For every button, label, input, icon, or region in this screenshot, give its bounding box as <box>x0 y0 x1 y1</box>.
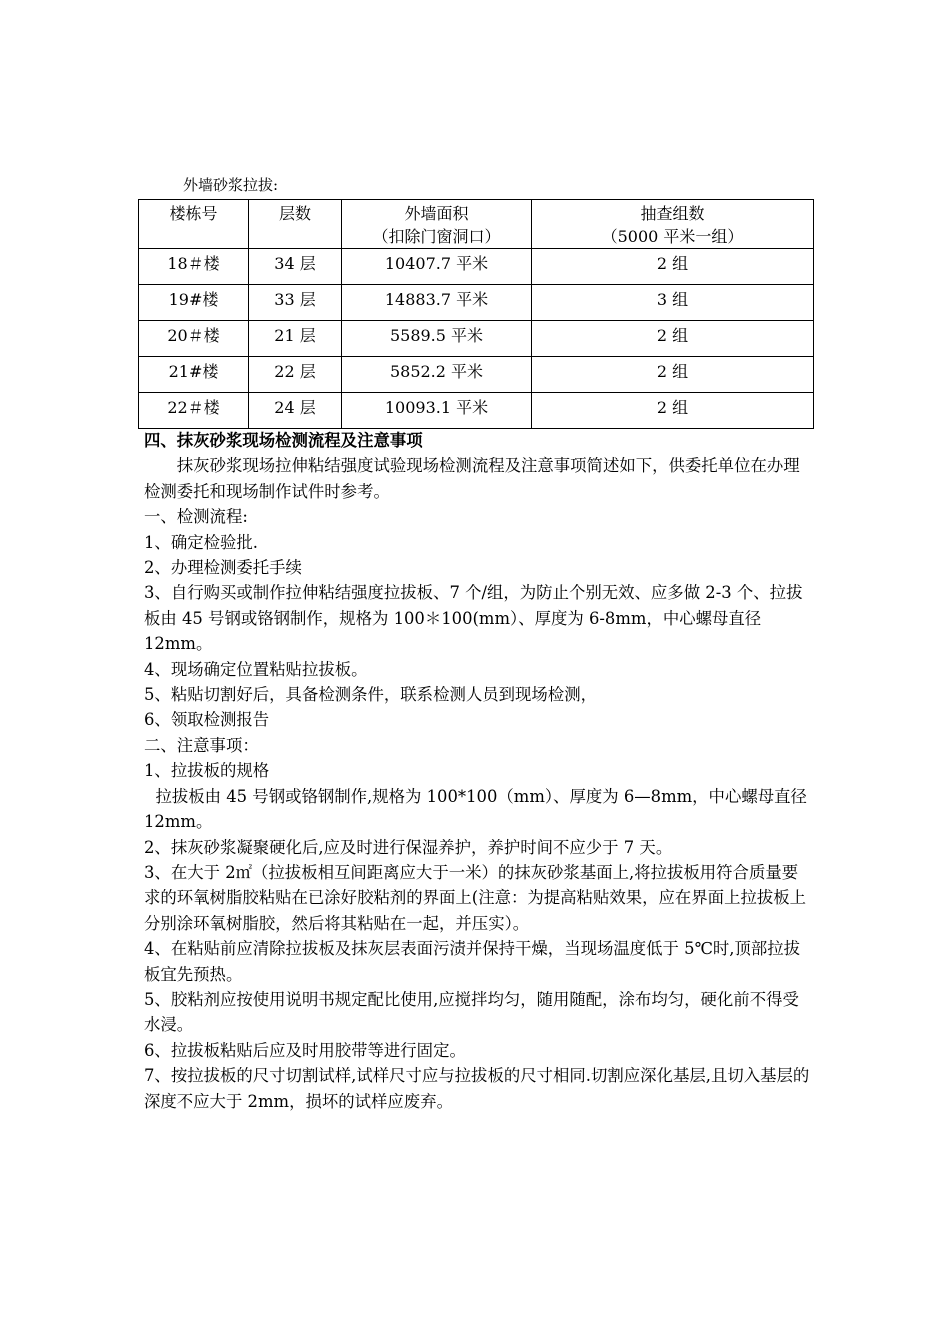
table-row <box>139 285 814 321</box>
flow-title: 一、检测流程: <box>144 507 248 527</box>
cell-floors: 34 层 <box>249 249 342 285</box>
note-item: 7、按拉拔板的尺寸切割试样,试样尺寸应与拉拔板的尺寸相同.切割应深化基层,且切入基层的深度不应大于 2mm，损坏的试样应废弃。 <box>144 1066 810 1111</box>
section-heading: 四、抹灰砂浆现场检测流程及注意事项 <box>144 431 423 450</box>
cell-area: 14883.7 平米 <box>342 285 532 321</box>
note-item: 4、在粘贴前应清除拉拔板及抹灰层表面污渍并保持干燥，当现场温度低于 5℃时,顶部拉拔板宜先预热。 <box>144 939 801 984</box>
flow-item: 5、粘贴切割好后，具备检测条件，联系检测人员到现场检测， <box>144 685 597 705</box>
table-row <box>139 321 814 357</box>
flow-item: 1、确定检验批. <box>144 532 258 552</box>
cell-groups: 2 组 <box>532 249 814 285</box>
cell-area: 10093.1 平米 <box>342 393 532 429</box>
table-caption: 外墙砂浆拉拔: <box>183 176 279 194</box>
cell-building: 20＃楼 <box>139 321 249 357</box>
flow-item: 3、自行购买或制作拉伸粘结强度拉拔板、7 个/组，为防止个别无效、应多做 2-3 个、拉拔板由 45 号钢或铬钢制作，规格为 100＊100(mm）、厚度为 6-8mm，中心螺母直径 12mm。 <box>144 583 803 654</box>
cell-area: 5852.2 平米 <box>342 357 532 393</box>
header-sample-groups: 抽查组数 （5000 平米一组） <box>532 200 814 249</box>
note-item: 6、拉拔板粘贴后应及时用胶带等进行固定。 <box>144 1040 466 1060</box>
flow-item: 2、办理检测委托手续 <box>144 558 302 578</box>
note-item-title: 1、拉拔板的规格 <box>144 761 270 781</box>
header-wall-area: 外墙面积 （扣除门窗洞口） <box>342 200 532 249</box>
cell-groups: 3 组 <box>532 285 814 321</box>
flow-item: 4、现场确定位置粘贴拉拔板。 <box>144 659 368 679</box>
cell-building: 22＃楼 <box>139 393 249 429</box>
table-row <box>139 393 814 429</box>
table-header-row <box>139 200 814 249</box>
cell-floors: 24 层 <box>249 393 342 429</box>
note-item: 2、抹灰砂浆凝聚硬化后,应及时进行保湿养护，养护时间不应少于 7 天。 <box>144 837 673 857</box>
intro-paragraph: 抹灰砂浆现场拉伸粘结强度试验现场检测流程及注意事项简述如下，供委托单位在办理检测委托和现场制作试件时参考。 <box>144 456 800 501</box>
table-row <box>139 249 814 285</box>
cell-building: 21#楼 <box>139 357 249 393</box>
header-building: 楼栋号 <box>139 200 249 249</box>
cell-floors: 33 层 <box>249 285 342 321</box>
cell-groups: 2 组 <box>532 357 814 393</box>
cell-floors: 22 层 <box>249 357 342 393</box>
note-item: 5、胶粘剂应按使用说明书规定配比使用,应搅拌均匀，随用随配，涂布均匀，硬化前不得受水浸。 <box>144 989 799 1035</box>
table-row <box>139 357 814 393</box>
note-item: 3、在大于 2㎡（拉拔板相互间距离应大于一米）的抹灰砂浆基面上,将拉拔板用符合质量要求的环氧树脂胶粘贴在已涂好胶粘剂的界面上(注意：为提高粘贴效果，应在界面上拉拔板上分别涂环氧树脂胶，然后将其粘贴在一起，并压实）。 <box>144 862 807 933</box>
cell-groups: 2 组 <box>532 321 814 357</box>
notes-title: 二、注意事项： <box>144 735 259 755</box>
section-content <box>144 428 814 1114</box>
cell-area: 5589.5 平米 <box>342 321 532 357</box>
cell-floors: 21 层 <box>249 321 342 357</box>
cell-groups: 2 组 <box>532 393 814 429</box>
cell-building: 19#楼 <box>139 285 249 321</box>
cell-area: 10407.7 平米 <box>342 249 532 285</box>
note-item-body: 拉拔板由 45 号钢或铬钢制作,规格为 100*100（mm）、厚度为 6—8mm，中心螺母直径 12mm。 <box>144 786 807 832</box>
mortar-pull-test-table <box>138 199 814 429</box>
cell-building: 18＃楼 <box>139 249 249 285</box>
flow-item: 6、领取检测报告 <box>144 710 270 730</box>
header-floors: 层数 <box>249 200 342 249</box>
